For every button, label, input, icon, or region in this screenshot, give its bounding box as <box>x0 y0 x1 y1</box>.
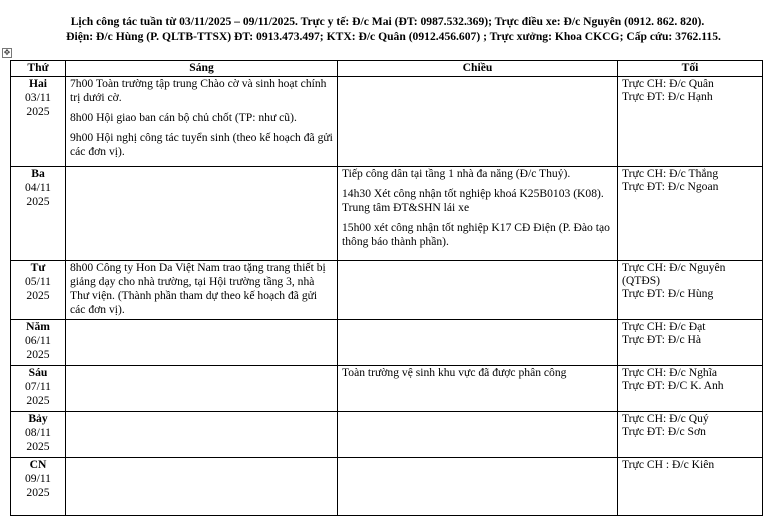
schedule-entry: 15h00 xét công nhận tốt nghiệp K17 CĐ Điện (P. Đào tạo thông báo thành phần). <box>342 221 610 248</box>
day-year: 2025 <box>26 195 50 208</box>
duty-entry: Trực CH: Đ/c Quân <box>622 77 714 90</box>
table-row <box>11 320 763 366</box>
duty-entry: Trực CH : Đ/c Kiên <box>622 458 715 471</box>
morning-cell <box>66 320 338 366</box>
day-cell <box>11 167 66 261</box>
schedule-entry: 9h00 Hội nghị công tác tuyển sinh (theo kế hoạch đã gửi các đơn vị). <box>70 131 333 158</box>
day-name: CN <box>29 458 47 471</box>
weekly-schedule-table <box>10 60 763 516</box>
duty-entry: Trực ĐT: Đ/c Hà <box>622 333 702 346</box>
day-year: 2025 <box>26 486 50 499</box>
duty-entry: Trực ĐT: Đ/c Ngoan <box>622 180 719 193</box>
evening-cell <box>618 366 763 412</box>
duty-entry: Trực CH: Đ/c Quý <box>622 412 709 425</box>
day-year: 2025 <box>26 348 50 361</box>
afternoon-cell <box>338 167 618 261</box>
table-row <box>11 77 763 167</box>
day-name: Tư <box>30 261 46 274</box>
morning-cell <box>66 77 338 167</box>
day-name: Bảy <box>28 412 48 425</box>
day-name: Ba <box>31 167 45 180</box>
day-date: 07/11 <box>25 380 51 393</box>
duty-entry: Trực ĐT: Đ/c Hạnh <box>622 90 713 103</box>
morning-cell <box>66 412 338 458</box>
day-cell <box>11 412 66 458</box>
evening-cell <box>618 412 763 458</box>
table-row <box>11 458 763 516</box>
duty-entry: Trực CH: Đ/c Thắng <box>622 167 719 180</box>
schedule-entry: 8h00 Công ty Hon Da Việt Nam trao tặng trang thiết bị giảng dạy cho nhà trường, tại Hội trường tầng 3, nhà Thư viện. (Thành phần tham dự theo kế hoạch đã gửi các đơn vị). <box>70 261 326 316</box>
afternoon-cell <box>338 77 618 167</box>
column-header-day: Thứ <box>11 61 66 77</box>
day-cell <box>11 366 66 412</box>
table-row <box>11 412 763 458</box>
column-header-evening: Tối <box>618 61 763 77</box>
duty-entry: Trực CH: Đ/c Nghĩa <box>622 366 718 379</box>
column-header-afternoon: Chiều <box>338 61 618 77</box>
duty-entry: Trực ĐT: Đ/c Sơn <box>622 425 706 438</box>
day-year: 2025 <box>26 289 50 302</box>
evening-cell <box>618 167 763 261</box>
evening-cell <box>618 320 763 366</box>
duty-entry: Trực CH: Đ/c Nguyên (QTĐS) <box>622 261 726 287</box>
afternoon-cell <box>338 458 618 516</box>
schedule-entry: Tiếp công dân tại tầng 1 nhà đa năng (Đ/c Thuỷ). <box>342 167 571 180</box>
header-line-2: Điện: Đ/c Hùng (P. QLTB-TTSX) ĐT: 0913.473.497; KTX: Đ/c Quân (0912.456.607) ; Trực xưởng: Khoa CKCG; Cấp cứu: 3762.115. <box>66 30 721 43</box>
morning-cell <box>66 167 338 261</box>
schedule-entry: 14h30 Xét công nhận tốt nghiệp khoá K25B0103 (K08). Trung tâm ĐT&SHN lái xe <box>342 187 604 214</box>
day-date: 09/11 <box>25 472 51 485</box>
duty-entry: Trực ĐT: Đ/c Hùng <box>622 287 714 300</box>
day-name: Hai <box>28 77 48 90</box>
day-name: Sáu <box>28 366 48 379</box>
day-cell <box>11 261 66 320</box>
table-row <box>11 167 763 261</box>
afternoon-cell <box>338 320 618 366</box>
day-year: 2025 <box>26 105 50 118</box>
day-year: 2025 <box>26 394 50 407</box>
day-cell <box>11 77 66 167</box>
table-header-row <box>11 61 763 77</box>
schedule-header <box>0 14 775 44</box>
day-date: 04/11 <box>25 181 51 194</box>
day-date: 05/11 <box>25 275 51 288</box>
afternoon-cell <box>338 412 618 458</box>
evening-cell <box>618 261 763 320</box>
morning-cell <box>66 261 338 320</box>
day-date: 06/11 <box>25 334 51 347</box>
day-cell <box>11 458 66 516</box>
column-header-morning: Sáng <box>66 61 338 77</box>
duty-entry: Trực ĐT: Đ/C K. Anh <box>622 379 724 392</box>
day-name: Năm <box>26 320 50 333</box>
schedule-entry: 8h00 Hội giao ban cán bộ chủ chốt (TP: như cũ). <box>70 111 297 124</box>
table-row <box>11 366 763 412</box>
header-line-1: Lịch công tác tuần từ 03/11/2025 – 09/11/2025. Trực y tế: Đ/c Mai (ĐT: 0987.532.369); Trực điều xe: Đ/c Nguyên (0912. 862. 820). <box>70 15 705 28</box>
duty-entry: Trực CH: Đ/c Đạt <box>622 320 706 333</box>
day-year: 2025 <box>26 440 50 453</box>
day-date: 08/11 <box>25 426 51 439</box>
afternoon-cell <box>338 366 618 412</box>
morning-cell <box>66 458 338 516</box>
evening-cell <box>618 458 763 516</box>
day-date: 03/11 <box>25 91 51 104</box>
day-cell <box>11 320 66 366</box>
table-move-handle-icon[interactable]: ✥ <box>3 48 11 57</box>
table-row <box>11 261 763 320</box>
morning-cell <box>66 366 338 412</box>
schedule-entry: Toàn trường vệ sinh khu vực đã được phân công <box>342 366 567 379</box>
schedule-entry: 7h00 Toàn trường tập trung Chào cờ và sinh hoạt chính trị dưới cờ. <box>70 77 327 104</box>
evening-cell <box>618 77 763 167</box>
afternoon-cell <box>338 261 618 320</box>
